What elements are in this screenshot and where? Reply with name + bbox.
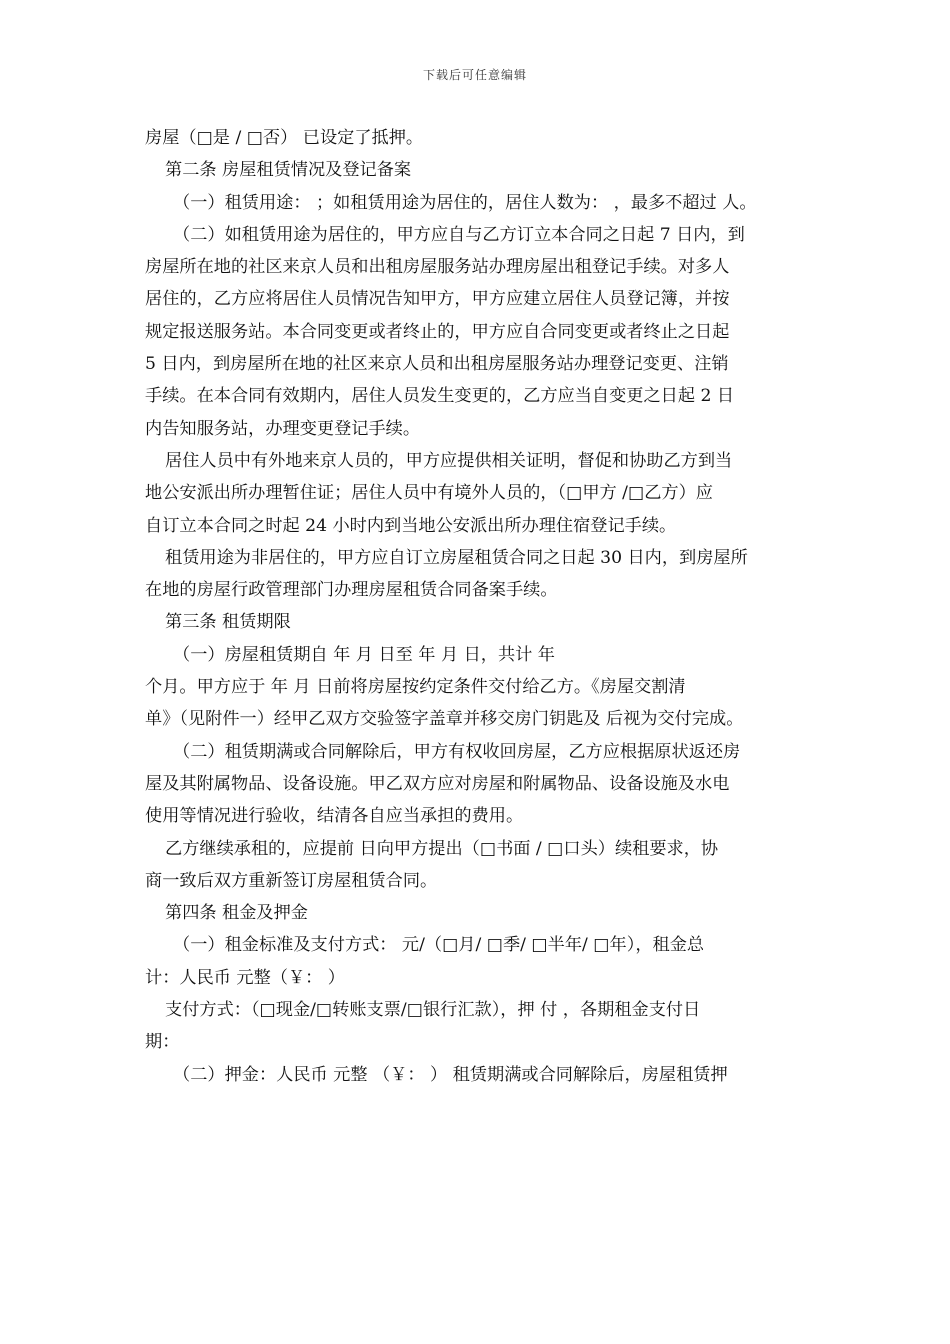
text-line: 地公安派出所办理暂住证；居住人员中有境外人员的，（□甲方 /□乙方）应 [145, 483, 713, 504]
text-line: （一）房屋租赁期自 年 月 日至 年 月 日，共计 年 [173, 644, 555, 665]
text-line: 计：人民币 元整（￥： ） [145, 967, 345, 988]
article-heading: 第二条 房屋租赁情况及登记备案 [165, 160, 412, 181]
text-line: 乙方继续承租的，应提前 日向甲方提出（□书面 / □口头）续租要求，协 [165, 838, 719, 859]
text-line: （二）租赁期满或合同解除后，甲方有权收回房屋，乙方应根据原状返还房 [173, 741, 741, 762]
text-line: 居住人员中有外地来京人员的，甲方应提供相关证明，督促和协助乙方到当 [165, 450, 733, 471]
page-header-note: 下载后可任意编辑 [422, 68, 527, 82]
text-line: 商一致后双方重新签订房屋租赁合同。 [145, 870, 438, 891]
text-line: 居住的，乙方应将居住人员情况告知甲方，甲方应建立居住人员登记簿，并按 [145, 289, 730, 310]
article-heading: 第四条 租金及押金 [165, 903, 308, 924]
text-line: 在地的房屋行政管理部门办理房屋租赁合同备案手续。 [145, 580, 558, 601]
text-line: 单》（见附件一）经甲乙双方交验签字盖章并移交房门钥匙及 后视为交付完成。 [145, 709, 744, 730]
text-line: 屋及其附属物品、设备设施。甲乙双方应对房屋和附属物品、设备设施及水电 [145, 773, 730, 794]
text-line: 支付方式：（□现金/□转账支票/□银行汇款），押 付 ，各期租金支付日 [165, 1000, 701, 1021]
text-line: 期： [145, 1032, 180, 1053]
text-line: （二）如租赁用途为居住的，甲方应自与乙方订立本合同之日起 7 日内，到 [173, 224, 745, 245]
text-line: （一）租金标准及支付方式： 元/（□月/ □季/ □半年/ □年），租金总 [173, 935, 705, 956]
text-line: 自订立本合同之时起 24 小时内到当地公安派出所办理住宿登记手续。 [145, 515, 677, 536]
text-line: 租赁用途为非居住的，甲方应自订立房屋租赁合同之日起 30 日内，到房屋所 [165, 547, 748, 568]
text-line: 手续。在本合同有效期内，居住人员发生变更的，乙方应当自变更之日起 2 日 [145, 386, 735, 407]
article-heading: 第三条 租赁期限 [165, 612, 291, 633]
text-line: 5 日内，到房屋所在地的社区来京人员和出租房屋服务站办理登记变更、注销 [145, 354, 729, 375]
contract-body [145, 122, 810, 1091]
text-line: 房屋所在地的社区来京人员和出租房屋服务站办理房屋出租登记手续。对多人 [145, 257, 730, 278]
text-line: 使用等情况进行验收，结清各自应当承担的费用。 [145, 806, 524, 827]
text-line: 个月。甲方应于 年 月 日前将房屋按约定条件交付给乙方。《房屋交割清 [145, 677, 686, 698]
text-line: 内告知服务站，办理变更登记手续。 [145, 418, 421, 439]
text-line: 规定报送服务站。本合同变更或者终止的，甲方应自合同变更或者终止之日起 [145, 321, 730, 342]
text-line: 房屋（□是 / □否） 已设定了抵押。 [145, 128, 424, 148]
text-line: （二）押金：人民币 元整 （￥： ） 租赁期满或合同解除后，房屋租赁押 [173, 1064, 728, 1085]
text-line: （一）租赁用途： ；如租赁用途为居住的，居住人数为： ，最多不超过 人。 [173, 192, 757, 213]
